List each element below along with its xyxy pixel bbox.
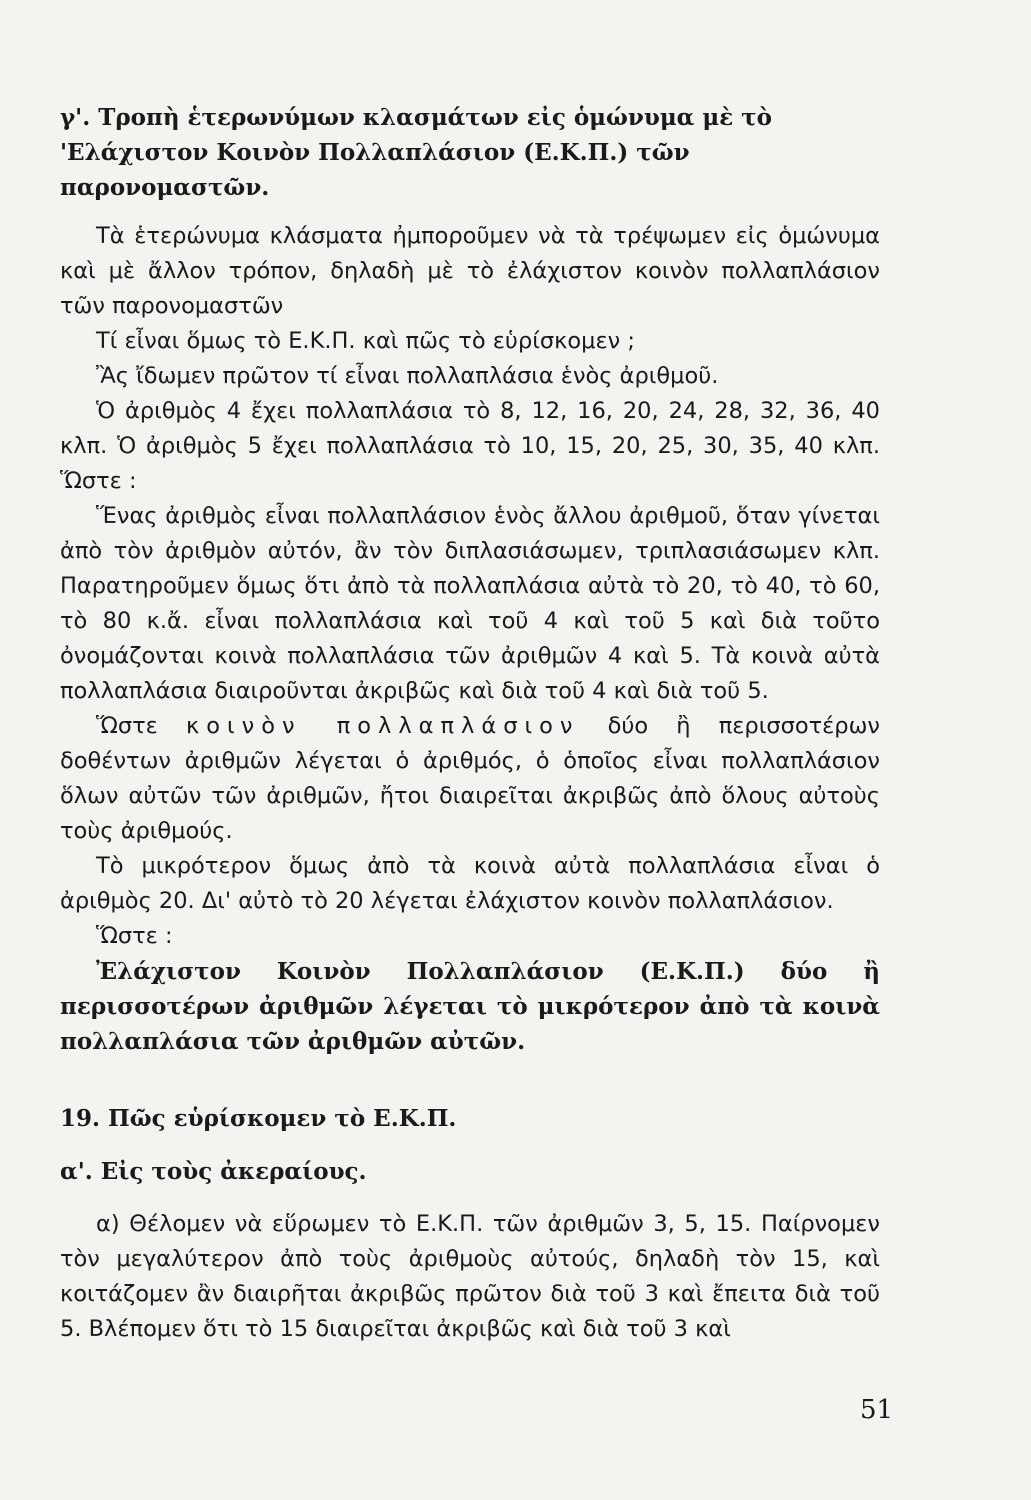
definition-rest: δύο ἢ περισσοτέρων δοθέντων ἀριθμῶν λέγεται ὁ ἀριθμός, ὁ ὁποῖος εἶναι πολλαπλάσιον ὅλων αὐτῶν τῶν ἀριθμῶν, ἤτοι διαιρεῖται ἀκριβῶς ἀπὸ ὅλους αὐτοὺς τοὺς ἀριθμούς. bbox=[60, 713, 881, 844]
paragraph-common-multiple-definition bbox=[60, 709, 880, 849]
paragraph-multiple-definition: Ἕνας ἀριθμὸς εἶναι πολλαπλάσιον ἑνὸς ἄλλου ἀριθμοῦ, ὅταν γίνεται ἀπὸ τὸν ἀριθμὸν αὐτόν, ἂν τὸν διπλασιάσωμεν, τριπλασιάσωμεν κλπ. Παρατηροῦμεν ὅμως ὅτι ἀπὸ τὰ πολλαπλάσια αὐτὰ τὸ 20, τὸ 40, τὸ 60, τὸ 80 κ.ἄ. εἶναι πολλαπλάσια καὶ τοῦ 4 καὶ τοῦ 5 καὶ διὰ τοῦτο ὀνομάζονται κοινὰ πολλαπλάσια τῶν ἀριθμῶν 4 καὶ 5. Τὰ κοινὰ αὐτὰ πολλαπλάσια διαιροῦνται ἀκριβῶς καὶ διὰ τοῦ 4 καὶ διὰ τοῦ 5. bbox=[60, 503, 880, 704]
paragraph-multiples-intro: Ἂς ἴδωμεν πρῶτον τί εἶναι πολλαπλάσια ἑνὸς ἀριθμοῦ. bbox=[96, 363, 719, 389]
paragraph-example-a: α) Θέλομεν νὰ εὕρωμεν τὸ Ε.Κ.Π. τῶν ἀριθμῶν 3, 5, 15. Παίρνομεν τὸν μεγαλύτερον ἀπὸ τοὺς ἀριθμοὺς αὐτούς, δηλαδὴ τὸν 15, καὶ κοιτάζομεν ἂν διαιρῆται ἀκριβῶς πρῶτον διὰ τοῦ 3 καὶ ἔπειτα διὰ τοῦ 5. Βλέπομεν ὅτι τὸ 15 διαιρεῖται ἀκριβῶς καὶ διὰ τοῦ 3 καὶ bbox=[60, 1211, 880, 1342]
page-content bbox=[60, 100, 880, 1347]
definition-prefix: Ὥστε bbox=[96, 713, 187, 739]
definition-term: κοινὸν πολλαπλάσιον bbox=[186, 713, 580, 739]
paragraph-question: Τί εἶναι ὅμως τὸ Ε.Κ.Π. καὶ πῶς τὸ εὑρίσκομεν ; bbox=[96, 328, 635, 354]
paragraph-multiples-example: Ὁ ἀριθμὸς 4 ἔχει πολλαπλάσια τὸ 8, 12, 16, 20, 24, 28, 32, 36, 40 κλπ. Ὁ ἀριθμὸς 5 ἔχει πολλαπλάσια τὸ 10, 15, 20, 25, 30, 35, 40 κλπ. Ὥστε : bbox=[60, 398, 880, 494]
subsection-heading-gamma: γ'. Τροπὴ ἑτερωνύμων κλασμάτων εἰς ὁμώνυμα μὲ τὸ 'Ελάχιστον Κοινὸν Πολλαπλάσιον (Ε.Κ.Π.) τῶν παρονομαστῶν. bbox=[60, 104, 773, 201]
lcm-definition: Ἐλάχιστον Κοινὸν Πολλαπλάσιον (Ε.Κ.Π.) δύο ἢ περισσοτέρων ἀριθμῶν λέγεται τὸ μικρότερον ἀπὸ τὰ κοινὰ πολλαπλάσια τῶν ἀριθμῶν αὐτῶν. bbox=[60, 958, 880, 1055]
paragraph-least-multiple: Τὸ μικρότερον ὅμως ἀπὸ τὰ κοινὰ αὐτὰ πολλαπλάσια εἶναι ὁ ἀριθμὸς 20. Δι' αὐτὸ τὸ 20 λέγεται ἐλάχιστον κοινὸν πολλαπλάσιον. bbox=[60, 853, 880, 914]
paragraph-intro: Τὰ ἑτερώνυμα κλάσματα ἠμποροῦμεν νὰ τὰ τρέψωμεν εἰς ὁμώνυμα καὶ μὲ ἄλλον τρόπον, δηλαδὴ μὲ τὸ ἐλάχιστον κοινὸν πολλαπλάσιον τῶν παρονομαστῶν bbox=[60, 223, 880, 319]
paragraph-therefore: Ὥστε : bbox=[96, 923, 173, 949]
section-19-heading: 19. Πῶς εὑρίσκομεν τὸ Ε.Κ.Π. bbox=[60, 1105, 457, 1132]
page-number: 51 bbox=[860, 1395, 894, 1425]
subsection-alpha-heading: α'. Εἰς τοὺς ἀκεραίους. bbox=[60, 1158, 367, 1185]
